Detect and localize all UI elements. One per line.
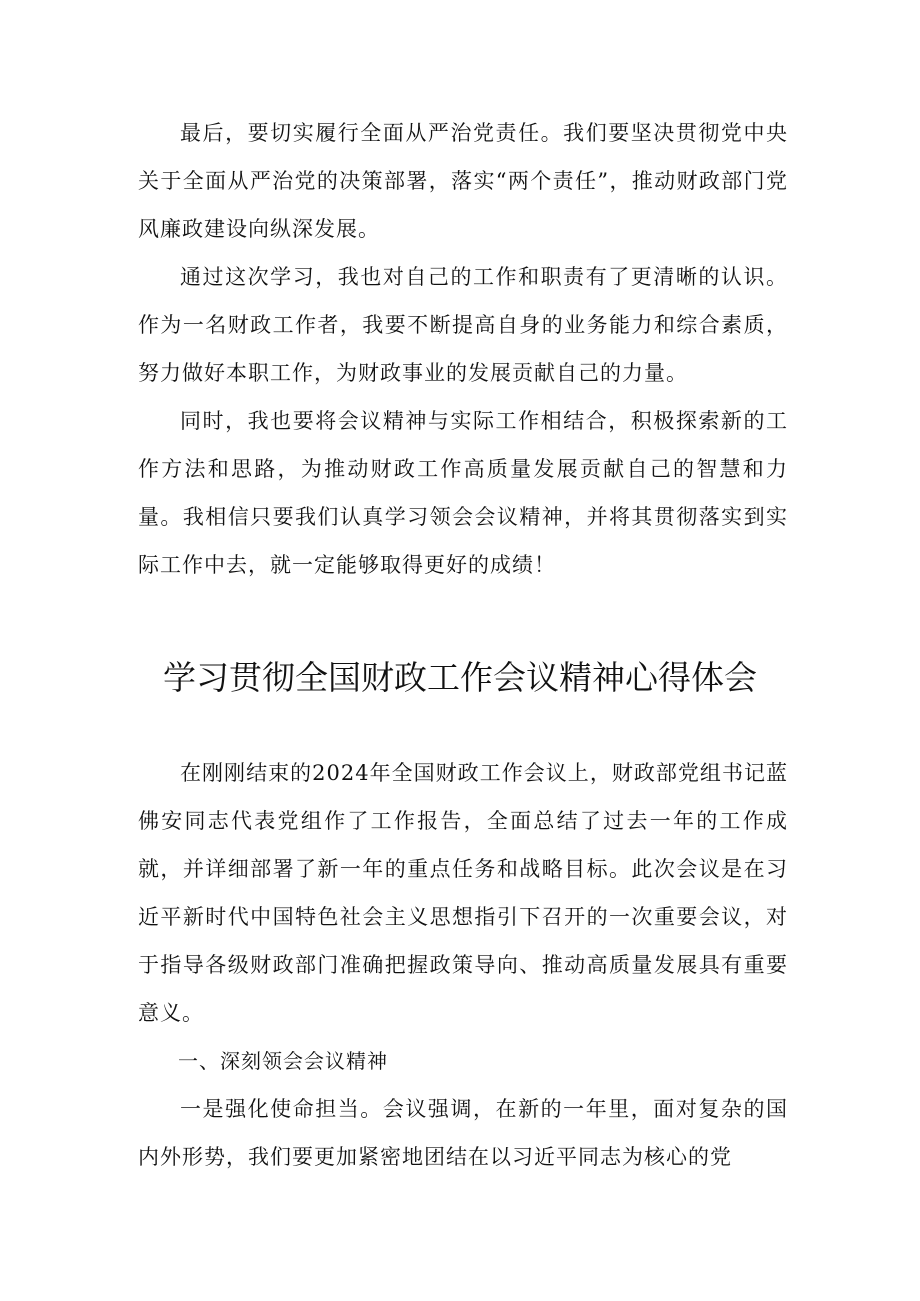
section-heading: 一、深刻领会会议精神 [178,1049,388,1073]
paragraph-study-reflection: 通过这次学习，我也对自己的工作和职责有了更清晰的认识。作为一名财政工作者，我要不断提高自身的业务能力和综合素质，努力做好本职工作，为财政事业的发展贡献自己的力量。 [138,265,788,385]
section-paragraph: 一是强化使命担当。会议强调，在新的一年里，面对复杂的国内外形势，我们要更加紧密地团结在以习近平同志为核心的党 [138,1097,788,1169]
article-intro: 在刚刚结束的2024年全国财政工作会议上，财政部党组书记蓝佛安同志代表党组作了工作报告，全面总结了过去一年的工作成就，并详细部署了新一年的重点任务和战略目标。此次会议是在习近平新时代中国特色社会主义思想指引下召开的一次重要会议，对于指导各级财政部门准确把握政策导向、推动高质量发展具有重要意义。 [138,761,788,1025]
article-body [138,749,788,1181]
previous-article-conclusion [138,109,788,589]
paragraph-closing: 同时，我也要将会议精神与实际工作相结合，积极探索新的工作方法和思路，为推动财政工作高质量发展贡献自己的智慧和力量。我相信只要我们认真学习领会会议精神，并将其贯彻落实到实际工作中去，就一定能够取得更好的成绩！ [138,409,788,577]
paragraph-responsibility: 最后，要切实履行全面从严治党责任。我们要坚决贯彻党中央关于全面从严治党的决策部署，落实“两个责任”，推动财政部门党风廉政建设向纵深发展。 [138,121,788,241]
article-title: 学习贯彻全国财政工作会议精神心得体会 [163,658,757,697]
